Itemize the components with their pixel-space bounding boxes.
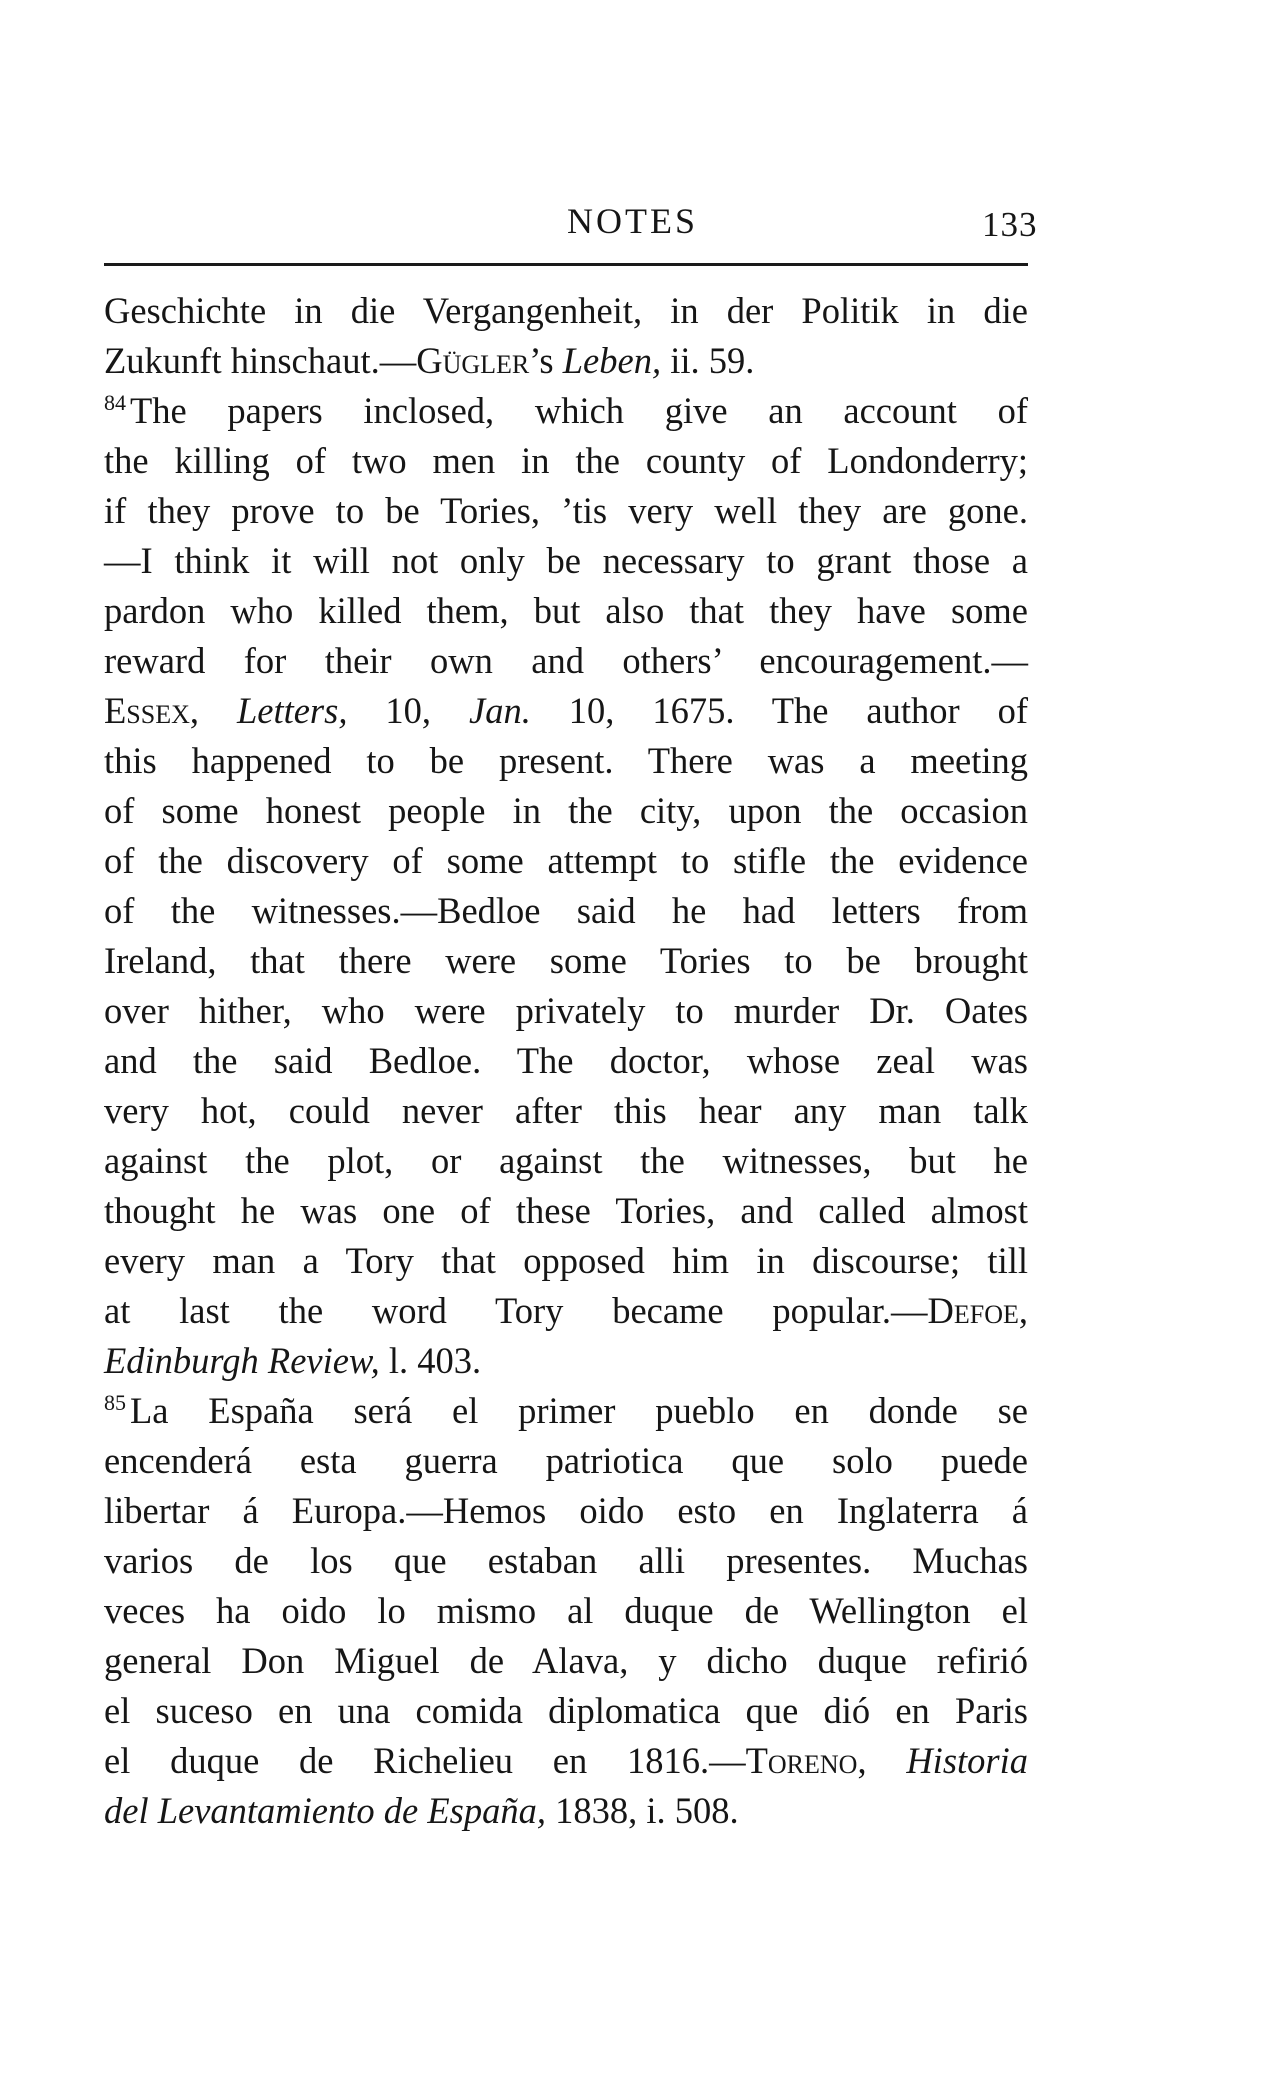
footnote-85-start: $^{85}$ La España será el primer pueblo en donde se — [104, 1390, 1028, 1431]
text-line: Geschichte in die Vergangenheit, in der Politik in die — [104, 290, 1028, 331]
text-line: reward for their own and others’ encouragement.— — [104, 640, 1028, 681]
work-title: Letters, — [236, 690, 348, 731]
footnote-84-start: $^{84}$ The papers inclosed, which give an account of — [104, 390, 1028, 431]
notes-body — [104, 286, 1028, 1836]
text-line: if they prove to be Tories, ’tis very well they are gone. — [104, 490, 1028, 531]
work-title: del Levantamiento de España, — [104, 1790, 546, 1831]
text-line: el suceso en una comida diplomatica que dió en Paris — [104, 1690, 1028, 1731]
text-line: —I think it will not only be necessary to grant those a — [104, 540, 1028, 581]
text-line: veces ha oido lo mismo al duque de Wellington el — [104, 1590, 1028, 1631]
text-line: Edinburgh Review, l. 403. — [104, 1340, 482, 1381]
header-rule — [104, 263, 1028, 266]
text-line: Zukunft hinschaut.—Gügler’s Leben, ii. 59. — [104, 340, 755, 381]
text-line: of some honest people in the city, upon the occasion — [104, 790, 1028, 831]
text-line: libertar á Europa.—Hemos oido esto en Inglaterra á — [104, 1490, 1028, 1531]
author-name: Gügler — [416, 340, 530, 381]
text-line: every man a Tory that opposed him in discourse; till — [104, 1240, 1028, 1281]
author-name: Toreno, — [745, 1740, 867, 1781]
footnote-marker-84: 84 — [104, 390, 126, 415]
text-line: at last the word Tory became popular.—Defoe, — [104, 1290, 1028, 1331]
footnote-marker-85: 85 — [104, 1390, 126, 1415]
running-head — [0, 196, 1265, 246]
text-line: Essex, Letters, 10, Jan. 10, 1675. The author of — [104, 690, 1029, 731]
text-line: varios de los que estaban alli presentes. Muchas — [104, 1540, 1028, 1581]
text-line: thought he was one of these Tories, and called almost — [104, 1190, 1028, 1231]
text-line: pardon who killed them, but also that they have some — [104, 590, 1028, 631]
page-number: 133 — [982, 205, 1038, 244]
text-line: of the witnesses.—Bedloe said he had letters from — [104, 890, 1028, 931]
text-line: very hot, could never after this hear any man talk — [104, 1090, 1028, 1131]
author-name: Essex, — [104, 690, 199, 731]
text-line: against the plot, or against the witnesses, but he — [104, 1140, 1028, 1181]
text-line: del Levantamiento de España, 1838, i. 508. — [104, 1790, 739, 1831]
text-line: general Don Miguel de Alava, y dicho duque refirió — [104, 1640, 1028, 1681]
work-title: Historia — [906, 1740, 1029, 1781]
text-line: Ireland, that there were some Tories to be brought — [104, 940, 1028, 981]
text-line: over hither, who were privately to murder Dr. Oates — [104, 990, 1028, 1031]
running-title: NOTES — [567, 201, 698, 241]
text-line: the killing of two men in the county of Londonderry; — [104, 440, 1028, 481]
text-line: and the said Bedloe. The doctor, whose zeal was — [104, 1040, 1028, 1081]
text-line: of the discovery of some attempt to stifle the evidence — [104, 840, 1028, 881]
author-name: Defoe, — [927, 1290, 1028, 1331]
work-title: Edinburgh Review, — [104, 1340, 380, 1381]
text-line: encenderá esta guerra patriotica que solo puede — [104, 1440, 1028, 1481]
text-line: this happened to be present. There was a meeting — [104, 740, 1028, 781]
work-title: Leben, — [562, 340, 662, 381]
text-line: el duque de Richelieu en 1816.—Toreno, Historia — [104, 1740, 1029, 1781]
